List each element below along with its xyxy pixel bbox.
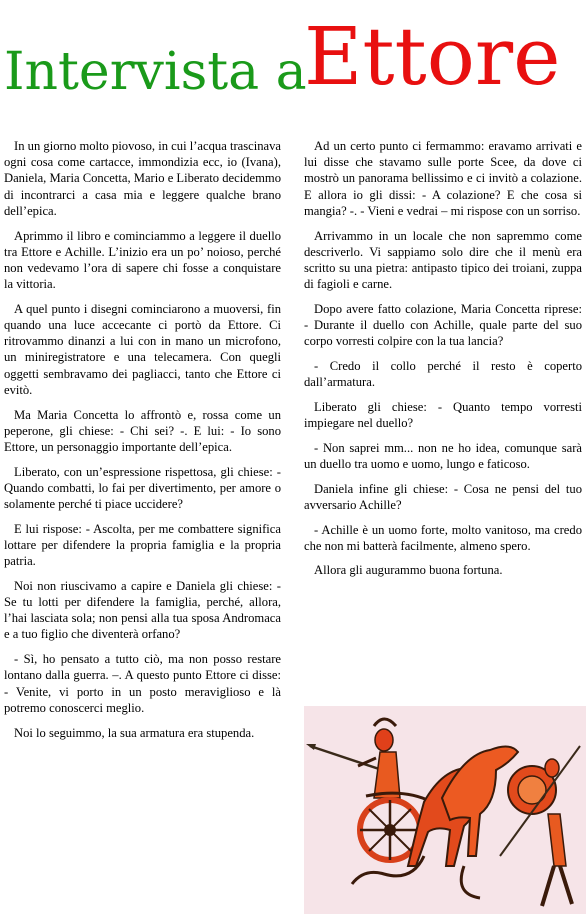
paragraph: - Credo il collo perché il resto è coperto dall’armatura. xyxy=(304,358,582,390)
paragraph: Aprimmo il libro e cominciammo a leggere il duello tra Ettore e Achille. L’inizio era un po’ noioso, perché non vedevamo l’ora di sapere chi fosse a conquistare la vittoria. xyxy=(4,228,281,292)
paragraph: Ad un certo punto ci fermammo: eravamo arrivati e lui disse che stavamo sulle porte Scee, da dove ci mostrò un panorama bellissimo e ci invitò a colazione. E allora io gli dissi: - A colazione? E che cosa si mangia? -. - Vieni e vedrai – mi rispose con un sorriso. xyxy=(304,139,582,218)
paragraph: Noi non riuscivamo a capire e Daniela gli chiese: - Se tu lotti per difendere la famiglia, perché, allora, l’hai lasciata sola; non pensi alla tua sposa Andromaca e a tuo figlio che diventerà orfano? xyxy=(4,578,281,642)
paragraph: Liberato, con un’espressione rispettosa, gli chiese: - Quando combatti, lo fai per divertimento, per amore o solamente perché ti piace uccidere? xyxy=(4,464,281,512)
article-title xyxy=(4,12,584,102)
paragraph: Daniela infine gli chiese: - Cosa ne pensi del tuo avversario Achille? xyxy=(304,481,582,512)
paragraph: Liberato gli chiese: - Quanto tempo vorresti impiegare nel duello? xyxy=(304,399,582,431)
left-column xyxy=(4,138,281,749)
paragraph: Noi lo seguimmo, la sua armatura era stupenda. xyxy=(14,725,255,740)
paragraph: E lui rispose: - Ascolta, per me combattere significa lottare per difendere la propria famiglia e la propria patria. xyxy=(4,521,281,569)
title-part-intervista: Intervista a xyxy=(4,42,307,102)
paragraph: In un giorno molto piovoso, in cui l’acqua trascinava ogni cosa come cartacce, immondizia ecc, io (Ivana), Daniela, Maria Concetta, Mario e Liberato decidemmo di incontrarci a casa mia e leggere qualche brano dell’epica. xyxy=(4,139,281,218)
paragraph: - Non saprei mm... non ne ho idea, comunque sarà un duello tra uomo e uomo, lungo e faticoso. xyxy=(304,440,582,471)
paragraph: A quel punto i disegni cominciarono a muoversi, fin quando una luce accecante ci portò da Ettore. Ci ritrovammo dinanzi a lui con in mano un microfono, un miniregistratore e una telecamera. Con quegli oggetti sembravamo dei pagliacci, tanto che Ettore ci evitò. xyxy=(4,301,281,397)
paragraph: Allora gli augurammo buona fortuna. xyxy=(314,563,503,578)
title-part-ettore: Ettore xyxy=(304,10,561,103)
paragraph: Dopo avere fatto colazione, Maria Concetta riprese: - Durante il duello con Achille, quale parte del suo corpo vorresti colpire con la tua lancia? xyxy=(304,301,582,349)
paragraph: - Sì, ho pensato a tutto ciò, ma non posso restare lontano dalla guerra. –. A questo punto Ettore ci disse: - Venite, vi porto in un posto meraviglioso e là potremo conoscerci meglio. xyxy=(4,652,281,715)
right-column xyxy=(304,138,582,587)
paragraph: Ma Maria Concetta lo affrontò e, rossa come un peperone, gli chiese: - Chi sei? -. E lui: - Io sono Ettore, un personaggio importante dell’epica. xyxy=(4,407,281,454)
paragraph: - Achille è un uomo forte, molto vanitoso, ma credo che non mi batterà facilmente, almeno spero. xyxy=(304,522,582,553)
greek-chariot-battle-illustration xyxy=(304,706,586,914)
paragraph: Arrivammo in un locale che non sapremmo come descriverlo. Vi sappiamo solo dire che il menù era scritto su una pietra: antipasto tipico dei troiani, zuppa di fagioli e carne. xyxy=(304,228,582,292)
